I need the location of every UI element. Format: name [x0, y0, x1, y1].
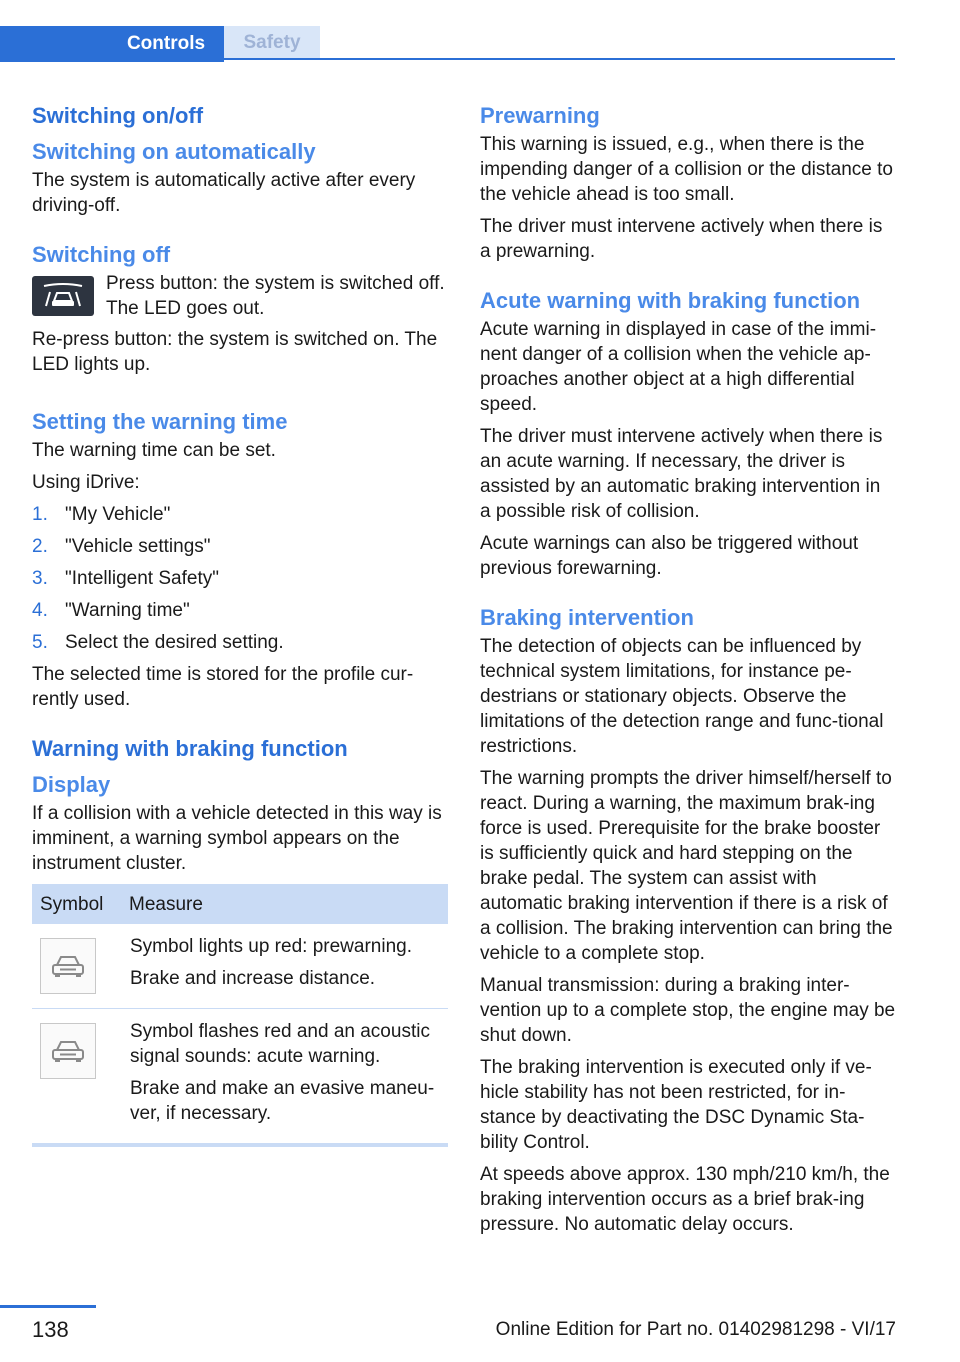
tab-controls[interactable]: Controls: [0, 26, 224, 62]
text-idrive: Using iDrive:: [32, 472, 140, 493]
heading-switching: Switching on/off: [32, 103, 204, 128]
symbol-table: [32, 884, 448, 1147]
text-intervention-1: The detection of objects can be influenced by technical system limitations, for instance pe-destrians or stationary objects. Observe the limitations of the detection range and func-tional restrictions.: [480, 636, 884, 757]
car-warning-icon: [40, 283, 86, 309]
table-header-symbol: Symbol: [32, 884, 129, 924]
table-row: [32, 1009, 448, 1146]
text-repress: Re-press button: the system is switched on. The LED lights up.: [32, 329, 438, 375]
text-intervention-3: Manual transmission: during a braking inter-vention up to a complete stop, the engine may be shut down.: [480, 975, 896, 1046]
edition-text: Online Edition for Part no. 01402981298 - VI/17: [495, 1319, 896, 1340]
heading-acute: Acute warning with braking function: [480, 288, 861, 313]
heading-switch-off: Switching off: [32, 242, 171, 267]
heading-switch-auto: Switching on automatically: [32, 139, 316, 164]
heading-warning-time: Setting the warning time: [32, 409, 288, 434]
text-prewarning-1: This warning is issued, e.g., when there is the impending danger of a collision or the distance to the vehicle ahead is too small.: [480, 134, 893, 205]
table-header-measure: Measure: [129, 884, 448, 924]
measure-text: Brake and increase distance.: [130, 968, 376, 989]
steps-list: [32, 502, 448, 655]
measure-text: Brake and make an evasive maneu-ver, if necessary.: [130, 1078, 435, 1124]
heading-prewarning: Prewarning: [480, 103, 600, 128]
header-rule: [0, 58, 895, 60]
list-item: 5. Select the desired setting.: [32, 632, 284, 653]
table-row: [32, 924, 448, 1009]
list-item: 2. "Vehicle settings": [32, 536, 211, 557]
list-item: 4. "Warning time": [32, 600, 190, 621]
text-acute-2: The driver must intervene actively when there is an acute warning. If necessary, the driver is assisted by an automatic braking intervention in a possible risk of collision.: [480, 426, 883, 522]
text-intervention-2: The warning prompts the driver himself/herself to react. During a warning, the maximum brak-ing force is used. Prerequisite for the brake booster is sufficiently quick and hard stepping on the brake pedal. The system can assist with automatic braking intervention if there is a risk of a collision. The braking intervention can bring the vehicle to a complete stop.: [480, 768, 893, 964]
collision-warning-button-icon: [32, 276, 94, 316]
text-prewarning-2: The driver must intervene actively when there is a prewarning.: [480, 216, 883, 262]
list-item: 3. "Intelligent Safety": [32, 568, 219, 589]
tab-safety[interactable]: Safety: [224, 26, 320, 60]
left-column: [32, 100, 448, 1147]
car-warning-symbol-icon: [40, 1023, 96, 1079]
footer-rule: [0, 1305, 96, 1308]
heading-display: Display: [32, 772, 111, 797]
measure-text: Symbol flashes red and an acoustic signal sounds: acute warning.: [130, 1021, 430, 1067]
measure-text: Symbol lights up red: prewarning.: [130, 936, 412, 957]
text-display: If a collision with a vehicle detected in this way is imminent, a warning symbol appears on the instrument cluster.: [32, 803, 442, 874]
text-can-be-set: The warning time can be set.: [32, 440, 276, 461]
text-acute-1: Acute warning in displayed in case of the immi-nent danger of a collision when the vehicle ap-proaches another object at a high differential speed.: [480, 319, 877, 415]
heading-braking: Warning with braking function: [32, 736, 348, 761]
text-stored: The selected time is stored for the profile cur-rently used.: [32, 664, 414, 710]
car-warning-symbol-icon: [40, 938, 96, 994]
list-item: 1. "My Vehicle": [32, 504, 171, 525]
section-tabs: [0, 26, 895, 60]
button-instruction: [32, 271, 448, 321]
text-auto: The system is automatically active after every driving-off.: [32, 170, 416, 216]
text-intervention-5: At speeds above approx. 130 mph/210 km/h, the braking intervention occurs as a brief brak-ing pressure. No automatic delay occurs.: [480, 1164, 890, 1235]
text-intervention-4: The braking intervention is executed only if ve-hicle stability has not been restricted, for in-stance by deactivating the DSC Dynamic Sta-bility Control.: [480, 1057, 872, 1153]
heading-intervention: Braking intervention: [480, 605, 694, 630]
right-column: [480, 100, 896, 1244]
page-number: 138: [32, 1317, 69, 1342]
text-press: Press button: the system is switched off. The LED goes out.: [106, 273, 445, 319]
text-acute-3: Acute warnings can also be triggered without previous forewarning.: [480, 533, 859, 579]
